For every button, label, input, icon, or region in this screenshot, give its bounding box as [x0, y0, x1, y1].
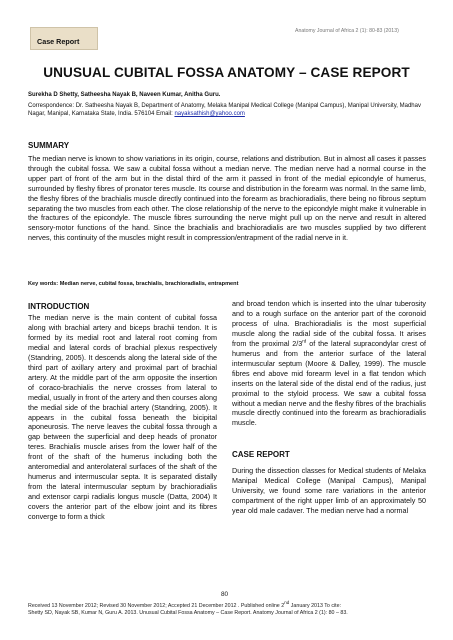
- correspondence-text: Correspondence: Dr. Satheesha Nayak B, Department of Anatomy, Melaka Manipal Medical College (Manipal Campus), Manipal University, Madhav Nagar, Manipal, Karnataka State, India. 576104 Email:: [28, 103, 421, 118]
- summary-text: The median nerve is known to show variations in its origin, course, relations and distribution. But in almost all cases it passes through the cubital fossa. We saw a cubital fossa without a median nerve. The median nerve had a normal course in the upper part of front of the arm but in the distal third of the arm it passed in front of the medial epicondyle of humerus, surrounded by fleshy fibres of pronator teres muscle. Its course and distribution in the forearm was normal. In the same limb, the fleshy fibres of the brachialis muscle directly continued into the forearm as brachioradialis, there being no fibrous septum separating the two muscles from each other. The close relationship of the nerve to the epicondyle might make it vulnerable in the fractures of the epicondyle. The muscle fibres surrounding the nerve might pull up on the nerve and result in altered sensory-motor functions of the hand. Since the brachialis and brachioradialis are two muscles supplied by two different nerves, this continuity of the muscles might result in compression/entrapment of the radial nerve in it.: [28, 154, 426, 243]
- case-report-heading: CASE REPORT: [232, 450, 290, 460]
- email-link[interactable]: nayaksathish@yahoo.com: [174, 111, 245, 118]
- footer-superscript: nd: [284, 600, 290, 606]
- left-column: [28, 302, 217, 522]
- citation-footer: [28, 600, 428, 617]
- page-title: UNUSUAL CUBITAL FOSSA ANATOMY – CASE REPORT: [43, 65, 410, 80]
- right-column: [232, 299, 426, 516]
- page-number: 80: [221, 591, 229, 598]
- keywords: Key words: Median nerve, cubital fossa, brachialis, brachioradialis, entrapment: [28, 281, 239, 287]
- author-list: Surekha D Shetty, Satheesha Nayak B, Naveen Kumar, Anitha Guru.: [28, 92, 221, 98]
- footer-cite-label: January 2013 To cite:: [289, 603, 342, 609]
- footer-line-1: [28, 600, 428, 610]
- case-report-text: During the dissection classes for Medical students of Melaka Manipal Medical College (Manipal Campus), Manipal University, we found some rare variations in the anterior compartment of the right upper limb of an approximately 50 year old male cadaver. The median nerve had a normal: [232, 466, 426, 516]
- introduction-continued: [232, 299, 426, 428]
- intro-cont-part2: of the lateral supracondylar crest of humerus and from the anterior surface of the lateral intermuscular septum (Moore & Dalley, 1999). The muscle fibres end above mid forearm level in a flat tendon which inserts on the lateral side of the distal end of the radius, just proximal to the styloid process. We saw a cubital fossa without a median nerve and the fleshy fibres of the brachialis muscle directly continued into the forearm as brachioradialis muscle.: [232, 338, 426, 428]
- introduction-heading: INTRODUCTION: [28, 302, 90, 311]
- journal-header: Anatomy Journal of Africa 2 (1): 80-83 (2013): [295, 28, 399, 34]
- intro-cont-part1: and broad tendon which is inserted into the ulnar tuberosity and to a rough surface on the anterior part of the coronoid process of ulna. Brachioradialis is the most superficial muscle along the radial side of the cubital fossa. It arises from the proximal 2/3: [232, 299, 426, 348]
- article-type-badge: Case Report: [30, 27, 98, 50]
- summary-heading: SUMMARY: [28, 141, 70, 150]
- footer-received: Received 13 November 2012; Revised 30 November 2012; Accepted 21 December 2012 . Published online 2: [28, 603, 285, 609]
- ordinal-superscript: rd: [302, 338, 307, 344]
- footer-line-2: Shetty SD, Nayak SB, Kumar N, Guru A. 2013. Unusual Cubital Fossa Anatomy – Case Report. Anatomy Journal of Africa 2 (1): 80 – 83.: [28, 610, 348, 617]
- introduction-text: The median nerve is the main content of cubital fossa along with brachial artery and biceps brachii tendon. It is formed by its medial root and lateral root coming from medial and lateral cords of brachial plexus respectively (Standring, 2005). It descends along the lateral side of the third part of axillary artery and proximal part of brachial artery. At the middle part of the arm opposite the insertion of coraco-brachialis the nerve crosses from lateral to medial, usually in front of the artery and then courses along the medial side of the brachial artery (Standring, 2005). It appears in the cubital fossa beneath the bicipital aponeurosis. The nerve leaves the cubital fossa through a gap between the superficial and deep heads of pronator teres. Brachialis muscle arises from the lower half of the front of the shaft of the humerus including both the anteromedial and anterolateral surfaces of the shaft of the humerus and intermuscular septa. It is separated distally from the lateral intermuscular septum by brachioradialis and extensor carpi radialis longus muscle (Datta, 2004) It covers the anterior part of the elbow joint and its fibres converge to form a thick: [28, 313, 217, 522]
- correspondence: [28, 102, 426, 119]
